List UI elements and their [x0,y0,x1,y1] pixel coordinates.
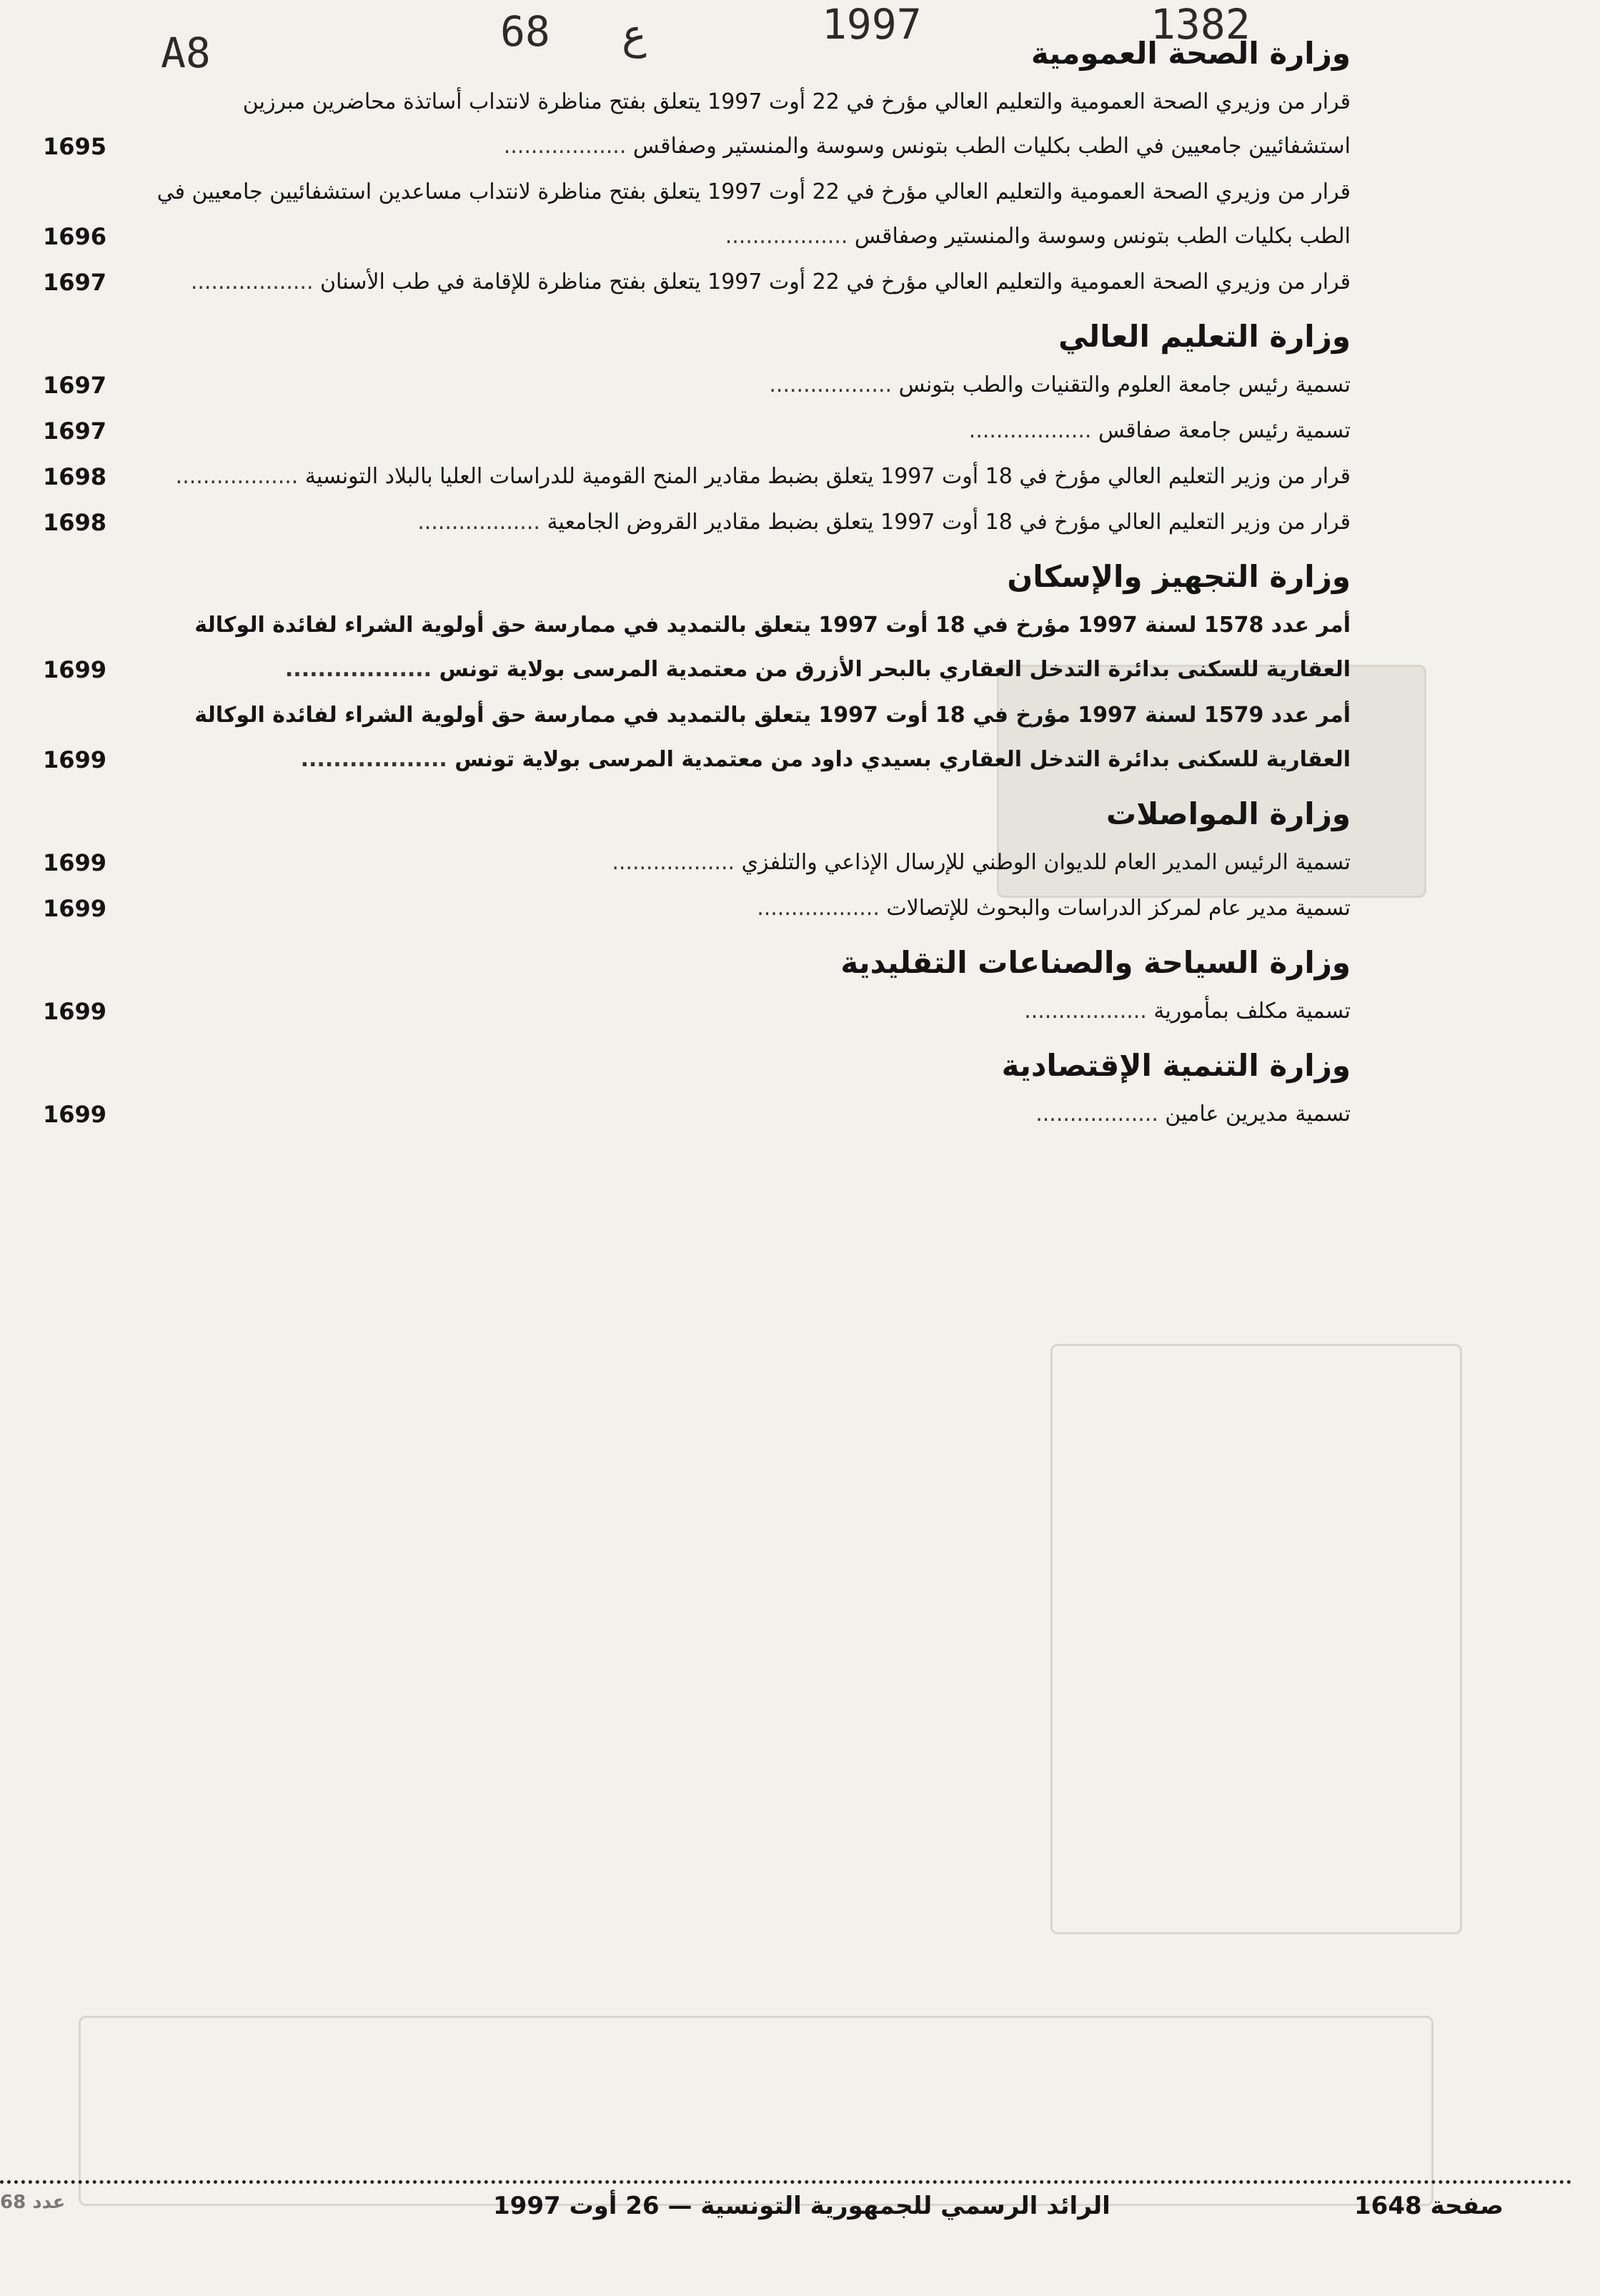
footer-dotted-rule [0,2180,1572,2184]
table-of-contents [43,21,1351,1138]
toc-entry [43,170,1351,259]
toc-entry-text: قرار من وزيري الصحة العمومية والتعليم العالي مؤرخ في 22 أوت 1997 يتعلق بفتح مناظرة لانتداب أساتذة محاضرين مبرزين استشفائيين جامعيين في الطب بكليات الطب بتونس وسوسة والمنستير وصفاقس [242,89,1351,159]
ministry-heading: وزارة التنمية الإقتصادية [1001,1048,1351,1083]
toc-entry-text: تسمية مكلف بمأمورية [1153,999,1351,1024]
toc-entry [43,455,1351,499]
toc-entry [43,500,1351,545]
leader-dots: .................. [968,418,1098,443]
leader-dots: .................. [769,372,899,397]
toc-page-number: 1695 [43,133,107,160]
journal-title: الرائد الرسمي للجمهورية التونسية — 26 أوت 1997 [493,2192,1110,2220]
toc-entry [43,693,1351,782]
handwritten-letter: ع [622,10,647,59]
leader-dots: .................. [757,896,887,921]
toc-entry [43,363,1351,407]
toc-page-number: 1698 [43,463,107,490]
leader-dots: .................. [1035,1102,1166,1127]
toc-entry [43,603,1351,692]
leader-dots: .................. [503,134,633,159]
handwritten-note-top-left: A8 [161,29,211,77]
ministry-heading: وزارة السياحة والصناعات التقليدية [840,945,1351,980]
toc-entry-text: أمر عدد 1579 لسنة 1997 مؤرخ في 18 أوت 1997 يتعلق بالتمديد في ممارسة حق أولوية الشراء لفائدة الوكالة العقارية للسكنى بدائرة التدخل العقاري بسيدي داود من معتمدية المرسى بولاية تونس [194,703,1351,772]
toc-page-number: 1697 [43,417,107,445]
toc-entry [43,841,1351,885]
toc-entry-text: أمر عدد 1578 لسنة 1997 مؤرخ في 18 أوت 1997 يتعلق بالتمديد في ممارسة حق أولوية الشراء لفائدة الوكالة العقارية للسكنى بدائرة التدخل العقاري بالبحر الأزرق من معتمدية المرسى بولاية تونس [194,613,1351,682]
leader-dots: .................. [725,224,855,249]
toc-entry-text: تسمية رئيس جامعة العلوم والتقنيات والطب بتونس [898,372,1351,397]
toc-page-number: 1699 [43,1101,107,1128]
toc-page-number: 1697 [43,372,107,399]
toc-entry-text: تسمية مدير عام لمركز الدراسات والبحوث للإتصالات [886,896,1351,921]
toc-entry-text: قرار من وزير التعليم العالي مؤرخ في 18 أوت 1997 يتعلق بضبط مقادير المنح القومية للدراسات العليا بالبلاد التونسية [304,464,1351,489]
toc-entry-text: تسمية مديرين عامين [1165,1102,1351,1127]
leader-dots: .................. [612,850,742,875]
toc-page-number: 1699 [43,746,107,773]
toc-page-number: 1699 [43,998,107,1025]
toc-page-number: 1699 [43,849,107,876]
toc-entry [43,1092,1351,1137]
toc-entry [43,886,1351,931]
handwritten-reference: 1382 [1151,0,1251,49]
toc-page-number: 1697 [43,269,107,296]
bleed-through-box [1050,1344,1462,1934]
toc-entry-text: قرار من وزيري الصحة العمومية والتعليم العالي مؤرخ في 22 أوت 1997 يتعلق بفتح مناظرة للإقامة في طب الأسنان [320,269,1351,295]
toc-entry-text: تسمية رئيس جامعة صفاقس [1098,418,1351,443]
toc-page-number: 1699 [43,895,107,922]
leader-dots: .................. [190,269,321,295]
page-number-label: صفحة 1648 [1354,2192,1504,2220]
leader-dots: .................. [300,747,455,772]
ministry-heading: وزارة التجهيز والإسكان [1007,559,1351,594]
bleed-through-box [79,2016,1433,2206]
ministry-heading: وزارة المواصلات [1105,796,1351,831]
leader-dots: .................. [1024,999,1154,1024]
leader-dots: .................. [175,464,305,489]
toc-entry-text: تسمية الرئيس المدير العام للديوان الوطني للإرسال الإذاعي والتلفزي [741,850,1351,875]
issue-number: عدد 68 [0,2192,66,2213]
ministry-heading: وزارة الصحة العمومية [1030,36,1351,71]
toc-entry [43,409,1351,453]
toc-entry [43,260,1351,305]
handwritten-year: 1997 [822,0,922,49]
toc-entry-text: قرار من وزير التعليم العالي مؤرخ في 18 أوت 1997 يتعلق بضبط مقادير القروض الجامعية [547,510,1351,535]
toc-entry [43,989,1351,1034]
leader-dots: .................. [417,510,547,535]
toc-page-number: 1699 [43,656,107,683]
handwritten-number: 68 [500,7,550,56]
toc-page-number: 1696 [43,223,107,250]
leader-dots: .................. [284,657,439,682]
ministry-heading: وزارة التعليم العالي [1058,319,1351,354]
toc-page-number: 1698 [43,509,107,536]
toc-entry [43,80,1351,169]
toc-entry-text: قرار من وزيري الصحة العمومية والتعليم العالي مؤرخ في 22 أوت 1997 يتعلق بفتح مناظرة لانتداب مساعدين استشفائيين جامعيين في الطب بكليات الطب بتونس وسوسة والمنستير وصفاقس [156,179,1351,249]
